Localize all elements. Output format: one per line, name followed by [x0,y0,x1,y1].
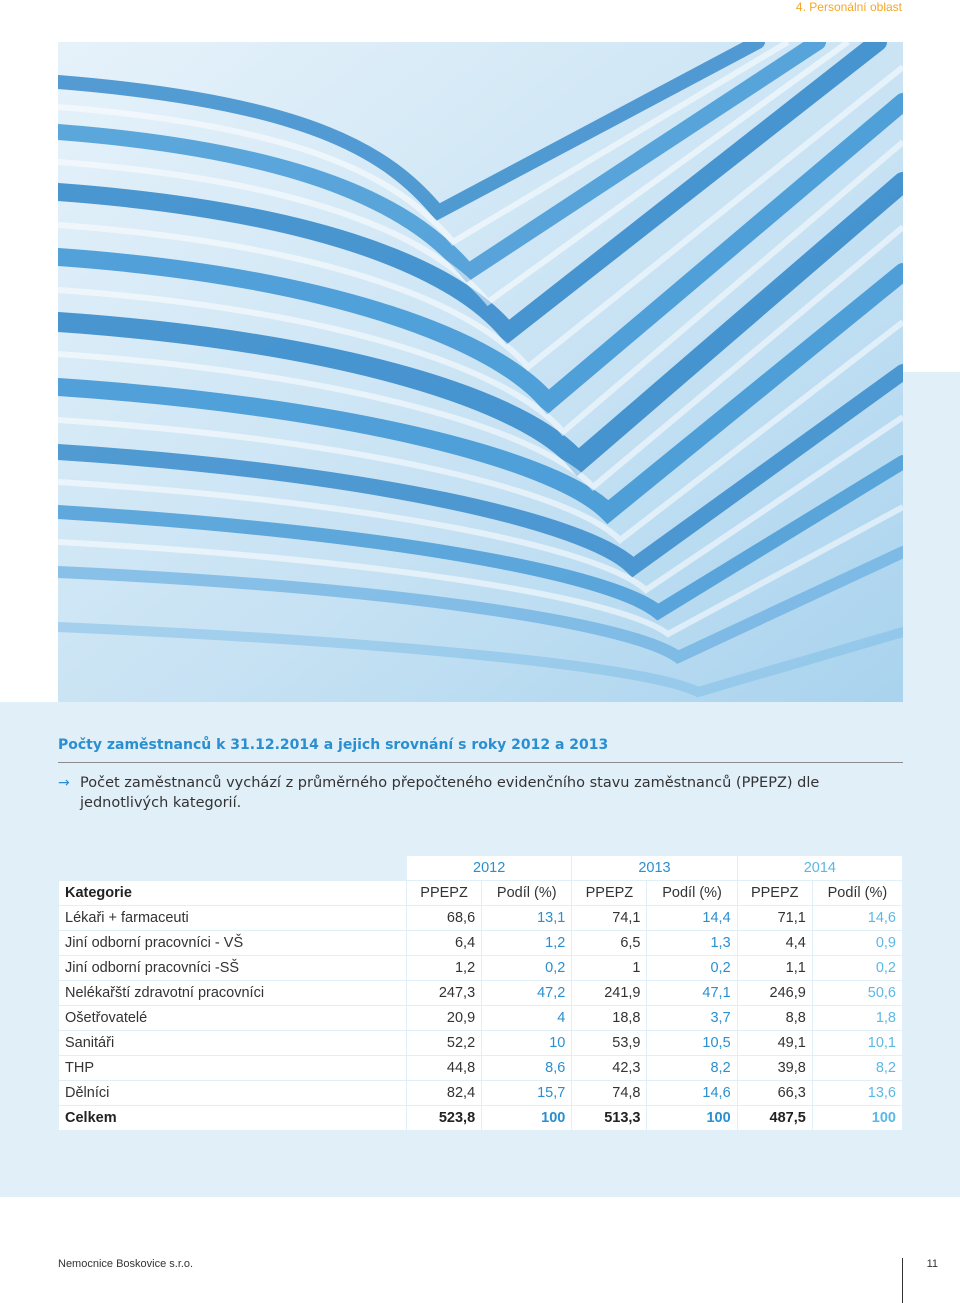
share-2013: 10,5 [647,1031,737,1056]
year-header-row [59,856,903,881]
share-2014: 1,8 [812,1006,902,1031]
note-paragraph [58,773,908,813]
total-row [59,1106,903,1131]
title-divider [58,762,903,763]
ppepz-2012: 52,2 [407,1031,482,1056]
ppepz-2013: 6,5 [572,931,647,956]
year-2012-header: 2012 [407,856,572,881]
ppepz-2014: 1,1 [737,956,812,981]
ppepz-2012: 20,9 [407,1006,482,1031]
share-2012: 1,2 [482,931,572,956]
share-2014: 0,9 [812,931,902,956]
share-2013-header: Podíl (%) [647,881,737,906]
share-2014: 8,2 [812,1056,902,1081]
row-category: THP [59,1056,407,1081]
ppepz-2012: 68,6 [407,906,482,931]
ppepz-2012: 6,4 [407,931,482,956]
ppepz-2012: 44,8 [407,1056,482,1081]
share-2013: 8,2 [647,1056,737,1081]
share-2013: 47,1 [647,981,737,1006]
total-ppepz-2014: 487,5 [737,1106,812,1131]
row-category: Jiní odborní pracovníci - VŠ [59,931,407,956]
category-header: Kategorie [59,881,407,906]
page-number: 11 [926,1258,938,1270]
row-category: Lékaři + farmaceuti [59,906,407,931]
ppepz-2013: 74,1 [572,906,647,931]
share-2013: 14,6 [647,1081,737,1106]
share-2012: 15,7 [482,1081,572,1106]
table-row [59,1006,903,1031]
row-category: Nelékařští zdravotní pracovníci [59,981,407,1006]
ppepz-2013: 53,9 [572,1031,647,1056]
ppepz-2014: 71,1 [737,906,812,931]
table-title: Počty zaměstnanců k 31.12.2014 a jejich srovnání s roky 2012 a 2013 [58,737,609,753]
ppepz-2014: 66,3 [737,1081,812,1106]
ppepz-2013: 42,3 [572,1056,647,1081]
total-share-2014: 100 [812,1106,902,1131]
total-ppepz-2012: 523,8 [407,1106,482,1131]
table-row [59,956,903,981]
ppepz-2012: 1,2 [407,956,482,981]
share-2013: 14,4 [647,906,737,931]
ppepz-2013-header: PPEPZ [572,881,647,906]
ppepz-2012: 82,4 [407,1081,482,1106]
table-row [59,1056,903,1081]
total-ppepz-2013: 513,3 [572,1106,647,1131]
row-category: Ošetřovatelé [59,1006,407,1031]
hero-photo [58,42,903,702]
share-2014-header: Podíl (%) [812,881,902,906]
total-share-2012: 100 [482,1106,572,1131]
table-row [59,1081,903,1106]
share-2014: 13,6 [812,1081,902,1106]
share-2014: 14,6 [812,906,902,931]
footer-organization: Nemocnice Boskovice s.r.o. [58,1258,194,1270]
note-text: Počet zaměstnanců vychází z průměrného přepočteného evidenčního stavu zaměstnanců (PPEPZ) dle jednotlivých kategorií. [80,775,820,811]
ppepz-2014: 246,9 [737,981,812,1006]
share-2012-header: Podíl (%) [482,881,572,906]
paper-layers-illustration [58,42,903,702]
year-2014-header: 2014 [737,856,902,881]
share-2013: 1,3 [647,931,737,956]
arrow-right-icon: → [58,775,70,791]
share-2012: 10 [482,1031,572,1056]
share-2014: 10,1 [812,1031,902,1056]
ppepz-2014-header: PPEPZ [737,881,812,906]
section-label: 4. Personální oblast [795,0,902,14]
ppepz-2014: 39,8 [737,1056,812,1081]
employee-count-table [58,855,903,1131]
row-category: Sanitáři [59,1031,407,1056]
row-category: Dělníci [59,1081,407,1106]
share-2012: 8,6 [482,1056,572,1081]
share-2012: 47,2 [482,981,572,1006]
total-label: Celkem [59,1106,407,1131]
table-row [59,981,903,1006]
ppepz-2013: 241,9 [572,981,647,1006]
share-2012: 4 [482,1006,572,1031]
ppepz-2014: 49,1 [737,1031,812,1056]
share-2013: 3,7 [647,1006,737,1031]
ppepz-2012-header: PPEPZ [407,881,482,906]
table-row [59,906,903,931]
ppepz-2013: 1 [572,956,647,981]
share-2012: 0,2 [482,956,572,981]
footer-divider [902,1258,903,1303]
total-share-2013: 100 [647,1106,737,1131]
year-2013-header: 2013 [572,856,737,881]
share-2014: 50,6 [812,981,902,1006]
table-row [59,1031,903,1056]
ppepz-2014: 8,8 [737,1006,812,1031]
table-row [59,931,903,956]
share-2013: 0,2 [647,956,737,981]
ppepz-2012: 247,3 [407,981,482,1006]
ppepz-2014: 4,4 [737,931,812,956]
column-header-row [59,881,903,906]
share-2014: 0,2 [812,956,902,981]
row-category: Jiní odborní pracovníci -SŠ [59,956,407,981]
ppepz-2013: 18,8 [572,1006,647,1031]
year-header-spacer [59,856,407,881]
ppepz-2013: 74,8 [572,1081,647,1106]
share-2012: 13,1 [482,906,572,931]
